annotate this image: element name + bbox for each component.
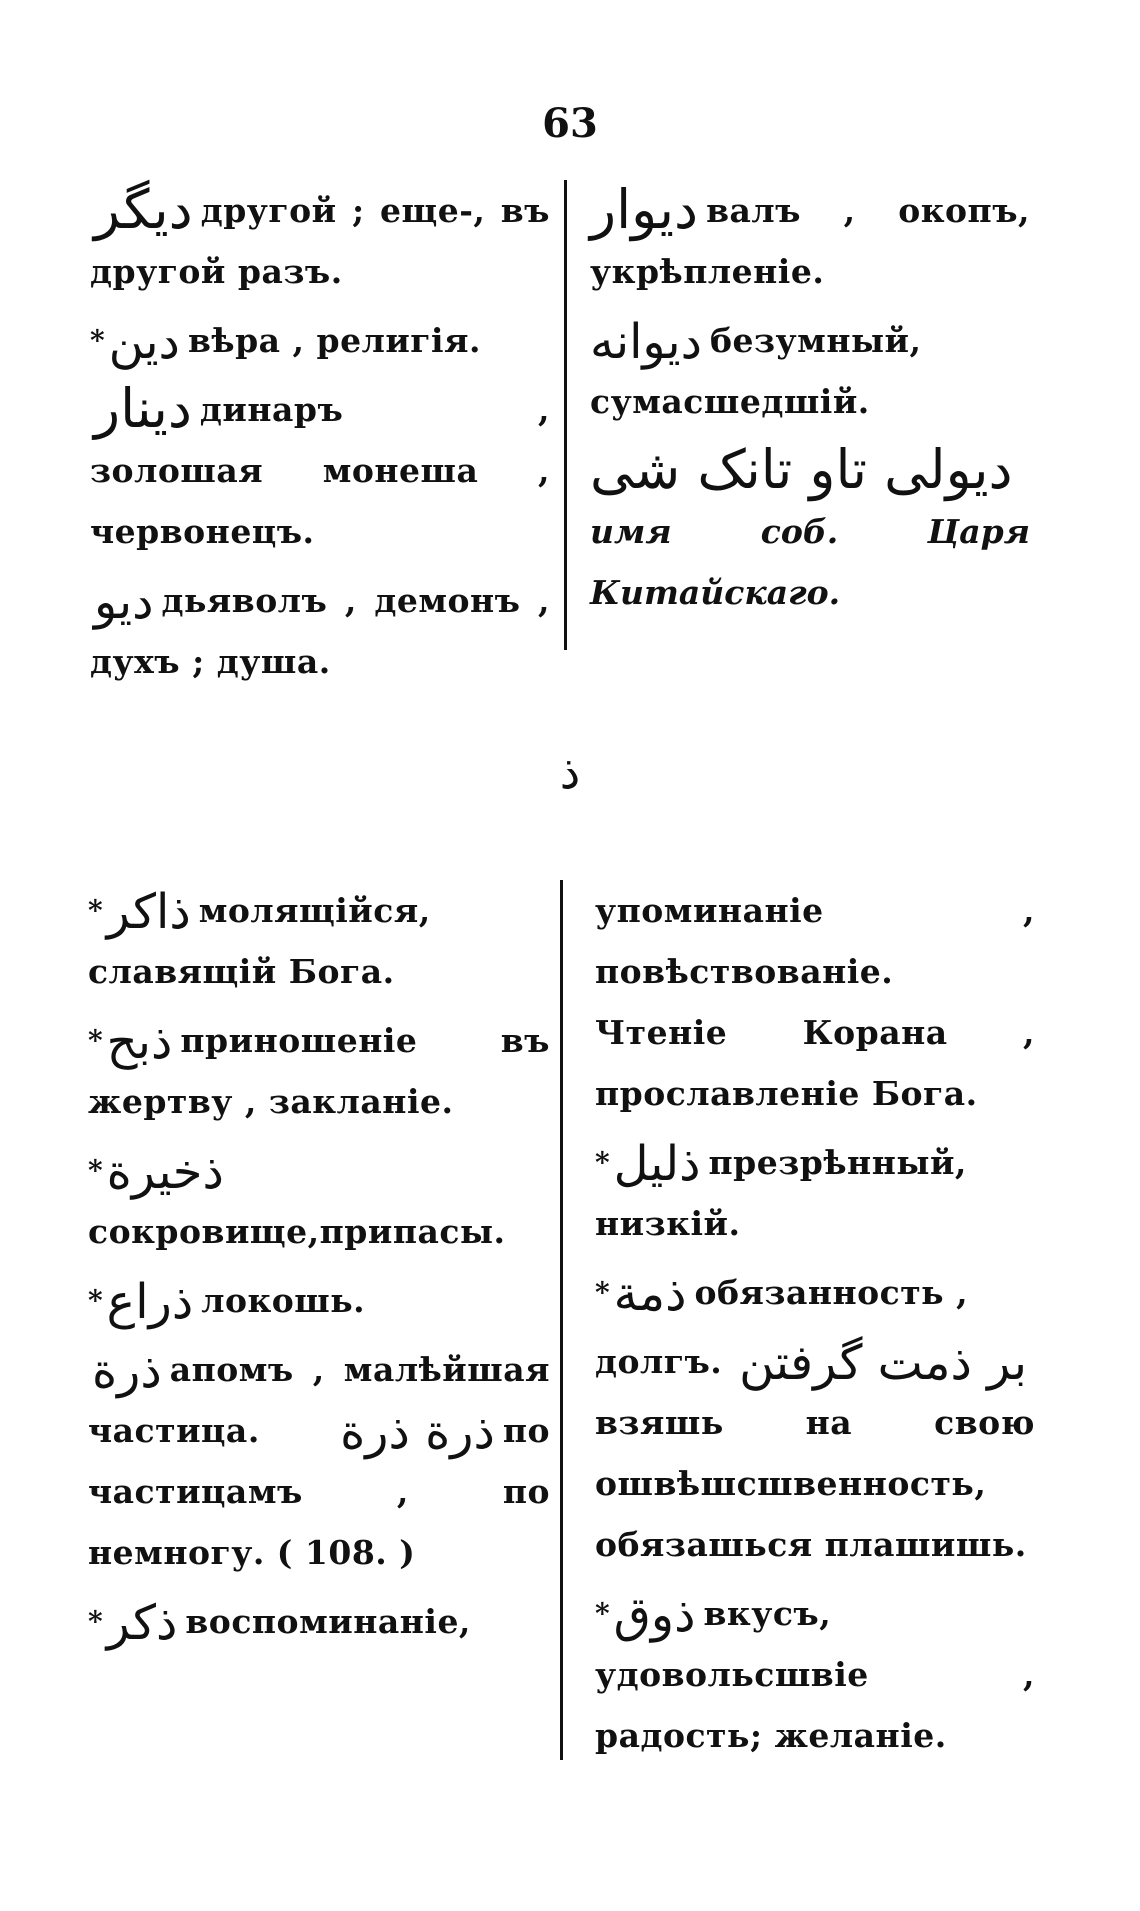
dictionary-entry (595, 1132, 1035, 1254)
arabic-phrase: ذرة ذرة (340, 1404, 495, 1460)
column-divider (560, 880, 563, 1760)
dictionary-entry (88, 1140, 550, 1262)
arabic-headword: دیولی تاو تانک شی (590, 438, 1013, 501)
asterisk-mark: * (88, 1154, 103, 1187)
definition: молящійся, славящій Бога. (88, 891, 431, 991)
dictionary-entry (90, 180, 550, 302)
dictionary-entry (595, 1583, 1035, 1766)
dictionary-entry (88, 880, 550, 1002)
dictionary-entry-continuation (595, 880, 1035, 1124)
asterisk-mark: * (595, 1146, 610, 1179)
arabic-headword: ذرة (92, 1343, 162, 1399)
definition: приношеніе въ жертву , закланіе. (88, 1021, 550, 1121)
asterisk-mark: * (88, 1284, 103, 1317)
column-divider (564, 180, 567, 650)
definition: локошь. (201, 1281, 366, 1320)
dictionary-entry (88, 1010, 550, 1132)
dictionary-entry (595, 1331, 1035, 1575)
section-dhal (0, 880, 1140, 1760)
arabic-phrase: بر ذمت گرفتن (739, 1335, 1027, 1391)
arabic-headword: دیوانه (590, 314, 702, 370)
dictionary-entry (590, 310, 1030, 432)
definition: сокровище,припасы. (88, 1212, 506, 1251)
definition: обязанность , (694, 1273, 969, 1312)
arabic-headword: ذلیل (613, 1136, 701, 1192)
asterisk-mark: * (595, 1597, 610, 1630)
arabic-headword: ذوق (613, 1587, 696, 1643)
definition: безумный, сумасшедшій. (590, 321, 922, 421)
definition: вкусъ, удовольсшвіе , радость; желаніе. (595, 1594, 1035, 1755)
definition: валъ , окопъ, укрѣпленіе. (590, 191, 1030, 291)
arabic-headword: دیگر (94, 178, 193, 241)
left-column (90, 180, 550, 700)
arabic-headword: ذخیرة (106, 1144, 224, 1200)
letter-heading: ذ (559, 745, 581, 799)
arabic-headword: ذراع (106, 1274, 194, 1330)
definition: упоминаніе , повѣствованіе. Чтеніе Корана , прославленіе Бога. (595, 891, 1035, 1113)
asterisk-mark: * (595, 1276, 610, 1309)
definition: дьяволъ , демонъ , духъ ; душа. (90, 581, 550, 681)
dictionary-entry (590, 180, 1030, 302)
right-column (595, 880, 1035, 1774)
definition: имя соб. Царя Китайскаго. (590, 512, 1030, 612)
page-number: 63 (542, 100, 598, 147)
arabic-headword: ذکر (106, 1595, 178, 1651)
dictionary-entry (90, 310, 550, 371)
dictionary-entry (590, 440, 1030, 623)
definition: по частицамъ , по немногу. ( 108. ) (88, 1411, 550, 1572)
definition: апомъ , малѣйшая частица. (88, 1350, 550, 1450)
dictionary-entry (88, 1339, 550, 1583)
definition: другой ; еще-, въ другой разъ. (90, 191, 550, 291)
definition: воспоминаніе, (185, 1602, 471, 1641)
arabic-headword: ذبح (106, 1014, 173, 1070)
right-column (590, 180, 1030, 631)
dictionary-entry (595, 1262, 1035, 1323)
dictionary-entry (88, 1591, 550, 1652)
definition: вѣра , религія. (187, 321, 481, 360)
dictionary-entry (88, 1270, 550, 1331)
arabic-headword: دیوار (590, 178, 699, 241)
definition: взяшь на свою ошвѣшсшвенность, обязашься плашишь. (595, 1403, 1035, 1564)
definition-lead: долгъ. (595, 1342, 723, 1381)
dictionary-entry (90, 570, 550, 692)
section-dal (0, 178, 1140, 681)
arabic-headword: دین (108, 314, 180, 370)
arabic-headword: دیو (94, 574, 154, 630)
asterisk-mark: * (90, 324, 105, 357)
asterisk-mark: * (88, 1024, 103, 1057)
left-column (88, 880, 550, 1660)
dictionary-entry (90, 379, 550, 562)
arabic-headword: ذاکر (106, 884, 191, 940)
asterisk-mark: * (88, 1605, 103, 1638)
arabic-headword: دینار (94, 377, 192, 440)
definition: динаръ , золошая монеша , червонецъ. (90, 390, 550, 551)
asterisk-mark: * (88, 894, 103, 927)
arabic-headword: ذمة (613, 1266, 687, 1322)
definition: презрѣнный, низкій. (595, 1143, 967, 1243)
